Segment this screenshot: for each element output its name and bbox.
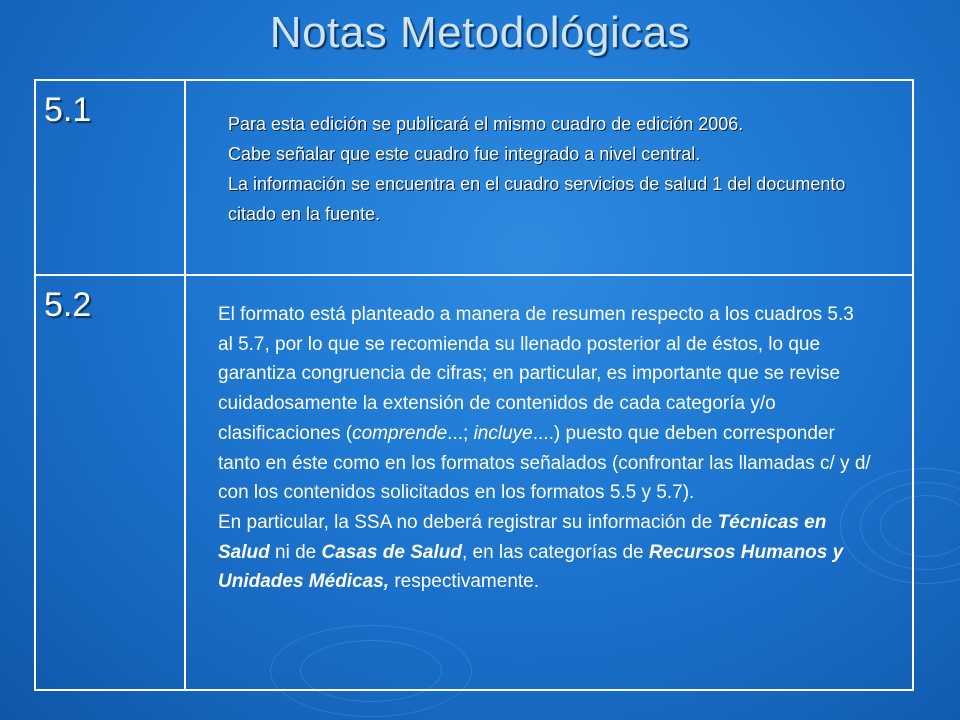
note-text: [218, 300, 872, 597]
note-fragment: En particular, la SSA no deberá registrar su información de: [218, 511, 718, 533]
note-strong: Técnicas en Salud: [218, 511, 827, 563]
row-number: 5.1: [44, 91, 92, 129]
table-row: [35, 275, 913, 690]
note-fragment: ....) puesto que deben corresponder tanto en éste como en los formatos señalados (confrontar las llamadas c/ y d/ con los contenidos solicitados en los formatos 5.5 y 5.7).: [218, 422, 871, 504]
row-text-cell: [185, 80, 913, 275]
note-emphasis: comprende: [352, 422, 448, 444]
notes-table: [34, 79, 914, 691]
note-text: [228, 109, 872, 229]
note-fragment: , en las categorías de: [461, 541, 649, 563]
table-row: [35, 80, 913, 275]
note-line: La información se encuentra en el cuadro servicios de salud 1 del documento citado en la fuente.: [228, 174, 846, 224]
note-line: Para esta edición se publicará el mismo cuadro de edición 2006.: [228, 114, 744, 134]
note-fragment: El formato está planteado a manera de resumen respecto a los cuadros 5.3 al 5.7, por lo que se recomienda su llenado posterior al de éstos, lo que garantiza congruencia de cifras; en particular, es importante que se revise cuidadosamente la extensión de contenidos de cada categoría y/o clasificaciones (: [218, 304, 854, 444]
row-number-cell: [35, 275, 185, 690]
note-fragment: respectivamente.: [389, 571, 540, 593]
note-strong: Casas de Salud: [321, 541, 462, 563]
row-text-cell: [185, 275, 913, 690]
row-number-cell: [35, 80, 185, 275]
note-strong: Recursos Humanos y Unidades Médicas,: [218, 541, 844, 593]
note-line: Cabe señalar que este cuadro fue integrado a nivel central.: [228, 144, 701, 164]
note-emphasis: incluye: [473, 422, 533, 444]
note-fragment: ni de: [269, 541, 322, 563]
row-number: 5.2: [44, 286, 92, 324]
note-fragment: ...;: [447, 422, 474, 444]
slide-title: Notas Metodológicas: [269, 8, 691, 57]
